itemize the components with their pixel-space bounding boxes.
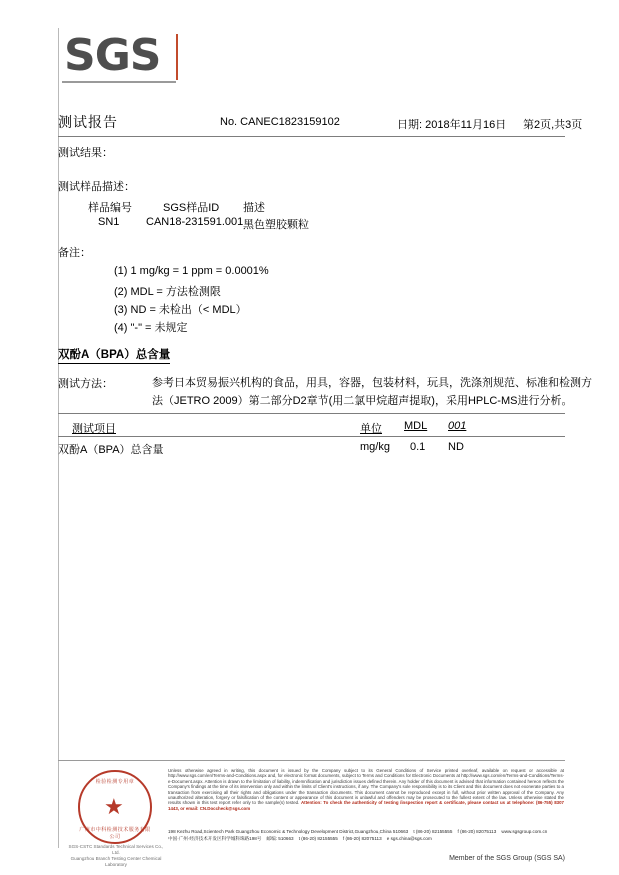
result-row-unit: mg/kg	[360, 441, 390, 453]
page-indicator: 第2页,共3页	[523, 116, 619, 875]
page-content	[58, 0, 592, 875]
result-table-top-rule	[58, 413, 565, 414]
sample-col-header-desc: 描述	[243, 202, 265, 214]
result-col-header-mdl: MDL	[404, 420, 428, 432]
sgs-logo-accent-bar	[176, 34, 178, 80]
legal-terms-text: Unless otherwise agreed in writing, this document is issued by the Company subject to its General Conditions of Service printed overleaf, available on request or accessible at http://www.sgs.com/en/Terms-and-Conditions.aspx and, for electronic format documents, subject to Terms and Conditions for Electronic Documents at http://www.sgs.com/en/Terms-and-Conditions/Terms-e-Document.aspx. Attention is drawn to the limitation of liability, indemnification and jurisdiction issues defined therein. Any holder of this document is advised that information contained hereon reflects the Company's findings at the time of its intervention only and within the limits of Client's instructions, if any. The Company's sole responsibility is to its Client and this document does not exonerate parties to a transaction from exercising all their rights and obligations under the transaction documents. This document cannot be reproduced except in full, without prior written approval of the Company. Any unauthorized alteration, forgery or falsification of the content or appearance of this document is unlawful and offenders may be prosecuted to the fullest extent of the law. Unless otherwise stated the results shown in this test report refer only to the sample(s) tested.	[168, 768, 564, 806]
header-divider	[58, 136, 565, 137]
address-chinese: 中国·广州·经济技术开发区科学城科珠路198号	[168, 836, 262, 841]
sample-row-desc: 黑色塑胶颗粒	[243, 219, 309, 231]
sgs-logo-text: SGS	[64, 30, 161, 81]
page-title: 测试报告	[58, 114, 118, 130]
star-icon: ★	[104, 794, 124, 819]
address-chinese-fax: f (86-20) 82075113	[342, 836, 382, 841]
remark-item: (1) 1 mg/kg = 1 ppm = 0.0001%	[114, 265, 269, 277]
address-english-tel: t (86-20) 82155555	[413, 829, 453, 834]
result-row-item: 双酚A（BPA）总含量	[58, 444, 164, 456]
test-method-line-1: 参考日本贸易振兴机构的食品，用具，容器，包装材料，玩具，洗涤剂规范、标准和检测方	[152, 377, 592, 389]
address-english: 198 Kezhu Road,Scientech Park Guangzhou Economic & Technology Development District,Guangzhou,China 510663	[168, 829, 409, 834]
sample-row-sgsid: CAN18-231591.001	[146, 216, 244, 228]
footer-address-block	[168, 828, 568, 842]
sgs-logo-underline	[62, 81, 176, 83]
report-header	[58, 112, 583, 134]
address-chinese-tel: t (86-20) 82155555	[298, 836, 338, 841]
result-row-value: ND	[448, 441, 464, 453]
remark-item: (3) ND = 未检出（< MDL）	[114, 304, 247, 316]
test-results-label: 测试结果：	[58, 147, 113, 159]
section-title-bpa: 双酚A（BPA）总含量	[58, 346, 170, 364]
result-col-header-unit: 单位	[360, 423, 382, 435]
remark-item: (2) MDL = 方法检测限	[114, 286, 221, 298]
remark-item: (4) "-" = 未规定	[114, 322, 188, 334]
result-row-mdl: 0.1	[410, 441, 426, 453]
footer-divider	[58, 760, 565, 761]
sgs-group-member-note: Member of the SGS Group (SGS SA)	[449, 855, 565, 862]
remarks-label: 备注：	[58, 247, 91, 259]
sample-description-label: 测试样品描述：	[58, 181, 135, 193]
doc-authenticity-notice: Attention: To check the authenticity of testing /inspection report & certificate, please contact us at telephone: (86-755) 8307 1443, or email: CN.Doccheck@sgs.com	[168, 800, 564, 811]
company-stamp	[66, 768, 164, 867]
result-col-header-item: 测试项目	[72, 423, 116, 435]
report-number: No. CANEC1823159102	[220, 116, 340, 128]
sample-row-id: SN1	[98, 216, 120, 228]
stamp-arc-bottom-text: 广州市中科检测技术服务有限公司	[79, 827, 151, 840]
result-col-header-sample-001: 001	[448, 420, 467, 432]
sample-col-header-sgsid: SGS样品ID	[163, 202, 220, 214]
sgs-logo	[62, 30, 182, 83]
result-table-header-rule	[58, 436, 565, 437]
legal-fine-print	[168, 768, 564, 811]
stamp-arc-top-text: 检验检测专用章	[95, 779, 135, 785]
sample-col-header-id: 样品编号	[88, 202, 132, 214]
stamp-caption-line-2: Guangzhou Branch Testing Center Chemical Laboratory	[70, 856, 162, 867]
address-chinese-email: e sgs.china@sgs.com	[386, 836, 432, 841]
report-date: 日期: 2018年11月16日	[397, 119, 507, 131]
stamp-caption-line-1: SGS-CSTC Standards Technical Services Co., Ltd.	[68, 844, 164, 855]
test-method-line-2: 法（JETRO 2009）第二部分D2章节(用二氯甲烷超声提取)，采用HPLC-MS进行分析。	[152, 395, 573, 407]
address-english-fax: f (86-20) 82075113	[457, 829, 497, 834]
address-chinese-zip: 邮编: 510663	[266, 836, 294, 841]
test-method-label: 测试方法：	[58, 378, 113, 390]
address-english-web: www.sgsgroup.com.cn	[501, 829, 548, 834]
